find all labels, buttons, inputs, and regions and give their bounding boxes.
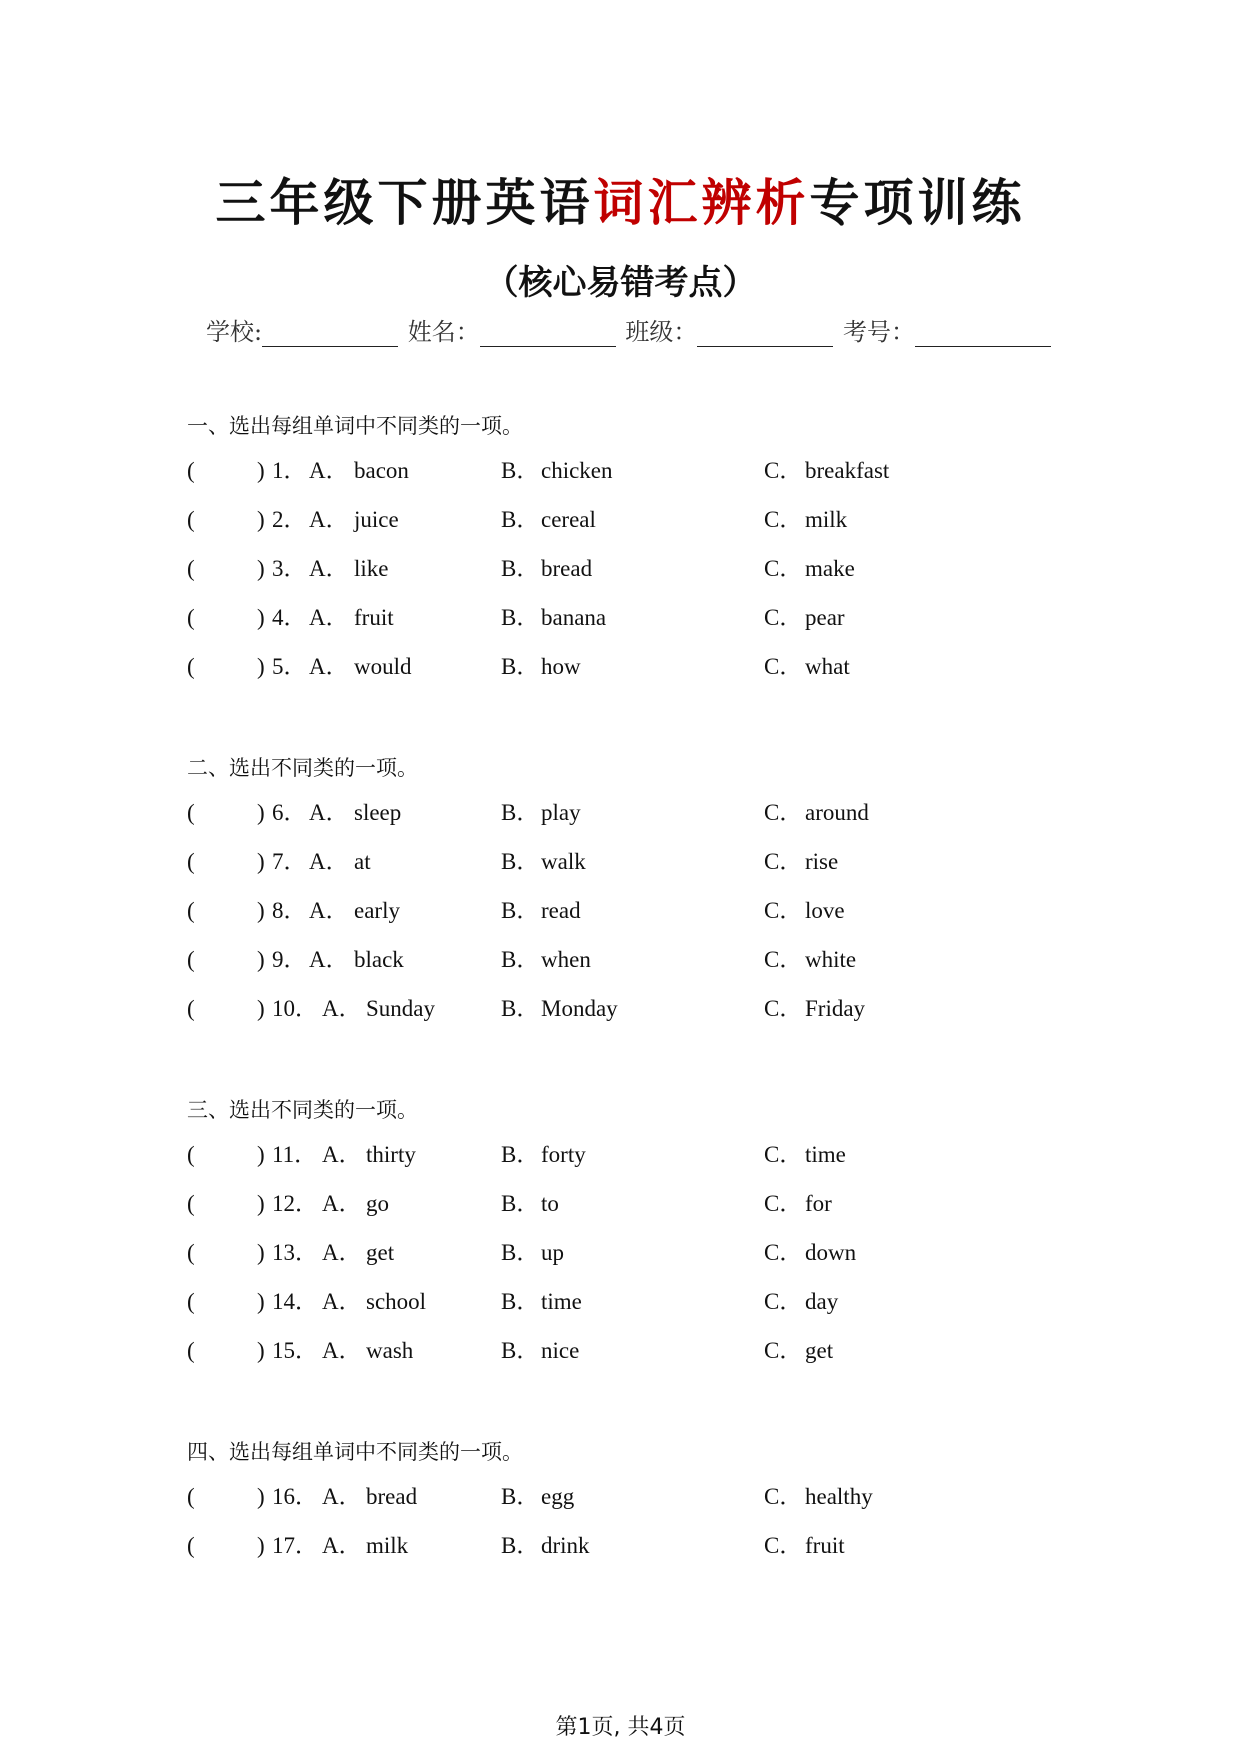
question-number: 10． <box>272 996 318 1021</box>
option-a-text: early <box>354 898 400 923</box>
option-a-text: would <box>354 654 412 679</box>
question-number: 1． <box>272 458 307 483</box>
answer-paren-open[interactable]: ( <box>187 507 195 532</box>
answer-paren-close: ) <box>257 556 265 581</box>
option-c-text: rise <box>805 849 839 874</box>
answer-paren-open[interactable]: ( <box>187 458 195 483</box>
option-c-text: get <box>805 1338 834 1363</box>
answer-paren-open[interactable]: ( <box>187 654 195 679</box>
question-number: 7． <box>272 849 307 874</box>
option-c-label: C． <box>764 947 803 972</box>
option-b-text: time <box>541 1289 582 1314</box>
title-part2: 专项训练 <box>809 174 1026 232</box>
option-a-label: A． <box>309 947 349 972</box>
option-c-label: C． <box>764 654 803 679</box>
title-highlight: 词汇辨析 <box>593 174 810 232</box>
answer-paren-close: ) <box>257 507 265 532</box>
option-c-text: for <box>805 1191 832 1216</box>
option-b-text: banana <box>541 605 607 630</box>
answer-paren-open[interactable]: ( <box>187 996 195 1021</box>
answer-paren-open[interactable]: ( <box>187 1484 195 1509</box>
option-a-text: wash <box>366 1338 414 1363</box>
option-c-text: fruit <box>805 1533 845 1558</box>
option-b-text: egg <box>541 1484 575 1509</box>
option-a-label: A． <box>322 1240 362 1265</box>
option-c-text: love <box>805 898 845 923</box>
option-b-label: B． <box>501 458 540 483</box>
question-number: 4． <box>272 605 307 630</box>
option-b-label: B． <box>501 1338 540 1363</box>
option-a-label: A． <box>309 605 349 630</box>
student-info-row <box>206 312 1046 347</box>
answer-paren-close: ) <box>257 1142 265 1167</box>
question-row <box>187 1472 1087 1521</box>
option-c-text: day <box>805 1289 839 1314</box>
option-a-text: school <box>366 1289 427 1314</box>
option-b-label: B． <box>501 507 540 532</box>
option-b-text: up <box>541 1240 564 1265</box>
section-title: 二、选出不同类的一项。 <box>187 756 418 780</box>
option-c-text: Friday <box>805 996 866 1021</box>
question-number: 11． <box>272 1142 318 1167</box>
option-c-text: what <box>805 654 850 679</box>
option-a-text: at <box>354 849 371 874</box>
option-a-label: A． <box>309 458 349 483</box>
option-c-label: C． <box>764 996 803 1021</box>
answer-paren-open[interactable]: ( <box>187 605 195 630</box>
option-b-text: how <box>541 654 581 679</box>
option-a-text: black <box>354 947 404 972</box>
answer-paren-close: ) <box>257 458 265 483</box>
option-c-text: down <box>805 1240 857 1265</box>
question-number: 15． <box>272 1338 318 1363</box>
option-c-label: C． <box>764 458 803 483</box>
class-field[interactable] <box>697 324 833 347</box>
question-row <box>187 837 1087 886</box>
answer-paren-close: ) <box>257 1240 265 1265</box>
option-c-text: milk <box>805 507 848 532</box>
answer-paren-open[interactable]: ( <box>187 1289 195 1314</box>
option-a-text: like <box>354 556 389 581</box>
answer-paren-close: ) <box>257 800 265 825</box>
option-c-label: C． <box>764 556 803 581</box>
option-a-label: A． <box>322 1142 362 1167</box>
option-c-label: C． <box>764 1240 803 1265</box>
option-b-text: walk <box>541 849 586 874</box>
option-b-label: B． <box>501 605 540 630</box>
page-footer: 第1页, 共4页 <box>555 1715 686 1740</box>
option-b-label: B． <box>501 1484 540 1509</box>
question-number: 16． <box>272 1484 318 1509</box>
option-a-label: A． <box>309 898 349 923</box>
option-b-label: B． <box>501 947 540 972</box>
exam-number-label: 考号： <box>843 318 916 346</box>
option-c-label: C． <box>764 1533 803 1558</box>
option-a-label: A． <box>322 1289 362 1314</box>
option-c-text: pear <box>805 605 845 630</box>
option-c-text: healthy <box>805 1484 873 1509</box>
answer-paren-open[interactable]: ( <box>187 849 195 874</box>
option-a-label: A． <box>309 507 349 532</box>
option-c-label: C． <box>764 800 803 825</box>
section-title: 三、选出不同类的一项。 <box>187 1098 418 1122</box>
option-c-label: C． <box>764 1484 803 1509</box>
option-b-text: forty <box>541 1142 586 1167</box>
question-section <box>187 1090 1087 1375</box>
option-b-text: Monday <box>541 996 618 1021</box>
page-title <box>0 163 1241 235</box>
school-label: 学校: <box>206 318 263 346</box>
answer-paren-open[interactable]: ( <box>187 1191 195 1216</box>
option-b-text: to <box>541 1191 559 1216</box>
option-b-text: bread <box>541 556 593 581</box>
question-section <box>187 748 1087 1033</box>
option-c-text: time <box>805 1142 846 1167</box>
option-a-label: A． <box>309 800 349 825</box>
name-field[interactable] <box>480 324 616 347</box>
answer-paren-close: ) <box>257 1289 265 1314</box>
question-number: 5． <box>272 654 307 679</box>
option-b-label: B． <box>501 1533 540 1558</box>
option-a-label: A． <box>322 1191 362 1216</box>
option-a-label: A． <box>309 556 349 581</box>
option-b-text: play <box>541 800 581 825</box>
option-c-label: C． <box>764 898 803 923</box>
option-a-text: sleep <box>354 800 402 825</box>
option-a-label: A． <box>322 1533 362 1558</box>
option-b-label: B． <box>501 1240 540 1265</box>
option-b-text: cereal <box>541 507 596 532</box>
option-a-text: go <box>366 1191 389 1216</box>
question-row <box>187 544 1087 593</box>
option-a-text: fruit <box>354 605 394 630</box>
option-a-label: A． <box>309 654 349 679</box>
option-a-text: thirty <box>366 1142 416 1167</box>
option-b-text: chicken <box>541 458 613 483</box>
class-label: 班级： <box>625 318 698 346</box>
option-c-text: breakfast <box>805 458 890 483</box>
exam-number-field[interactable] <box>915 324 1051 347</box>
option-a-text: bacon <box>354 458 409 483</box>
option-b-text: read <box>541 898 581 923</box>
answer-paren-close: ) <box>257 849 265 874</box>
option-a-label: A． <box>322 996 362 1021</box>
option-a-text: get <box>366 1240 395 1265</box>
question-number: 12． <box>272 1191 318 1216</box>
question-row <box>187 984 1087 1033</box>
question-number: 3． <box>272 556 307 581</box>
option-c-label: C． <box>764 1289 803 1314</box>
section-title: 一、选出每组单词中不同类的一项。 <box>187 414 523 438</box>
answer-paren-close: ) <box>257 1191 265 1216</box>
answer-paren-close: ) <box>257 1338 265 1363</box>
answer-paren-open[interactable]: ( <box>187 1338 195 1363</box>
option-b-text: when <box>541 947 591 972</box>
option-c-label: C． <box>764 1191 803 1216</box>
option-b-label: B． <box>501 996 540 1021</box>
question-row <box>187 1326 1087 1375</box>
question-section <box>187 1432 1087 1570</box>
name-label: 姓名： <box>407 318 480 346</box>
option-c-label: C． <box>764 1338 803 1363</box>
option-b-label: B． <box>501 1191 540 1216</box>
option-b-label: B． <box>501 849 540 874</box>
question-row <box>187 1228 1087 1277</box>
answer-paren-close: ) <box>257 947 265 972</box>
title-part1: 三年级下册英语 <box>215 174 594 232</box>
option-c-text: around <box>805 800 869 825</box>
answer-paren-close: ) <box>257 605 265 630</box>
option-a-text: milk <box>366 1533 409 1558</box>
question-row <box>187 1179 1087 1228</box>
answer-paren-close: ) <box>257 996 265 1021</box>
option-a-label: A． <box>322 1484 362 1509</box>
school-field[interactable] <box>262 324 398 347</box>
option-c-text: white <box>805 947 857 972</box>
question-number: 17． <box>272 1533 318 1558</box>
question-row <box>187 642 1087 691</box>
question-number: 9． <box>272 947 307 972</box>
answer-paren-open[interactable]: ( <box>187 898 195 923</box>
option-b-label: B． <box>501 556 540 581</box>
question-row <box>187 446 1087 495</box>
option-c-label: C． <box>764 1142 803 1167</box>
question-row <box>187 593 1087 642</box>
section-title: 四、选出每组单词中不同类的一项。 <box>187 1440 523 1464</box>
answer-paren-open[interactable]: ( <box>187 1533 195 1558</box>
answer-paren-open[interactable]: ( <box>187 556 195 581</box>
question-number: 13． <box>272 1240 318 1265</box>
option-b-text: nice <box>541 1338 580 1363</box>
question-row <box>187 788 1087 837</box>
question-section <box>187 406 1087 691</box>
answer-paren-close: ) <box>257 1533 265 1558</box>
question-row <box>187 1521 1087 1570</box>
option-b-text: drink <box>541 1533 590 1558</box>
option-a-label: A． <box>322 1338 362 1363</box>
option-c-label: C． <box>764 507 803 532</box>
answer-paren-close: ) <box>257 1484 265 1509</box>
question-number: 2． <box>272 507 307 532</box>
question-row <box>187 1277 1087 1326</box>
question-row <box>187 1130 1087 1179</box>
option-b-label: B． <box>501 1289 540 1314</box>
answer-paren-open[interactable]: ( <box>187 1142 195 1167</box>
option-a-text: juice <box>354 507 399 532</box>
answer-paren-open[interactable]: ( <box>187 800 195 825</box>
question-row <box>187 935 1087 984</box>
question-number: 6． <box>272 800 307 825</box>
option-a-text: Sunday <box>366 996 435 1021</box>
answer-paren-open[interactable]: ( <box>187 947 195 972</box>
option-c-label: C． <box>764 849 803 874</box>
answer-paren-close: ) <box>257 654 265 679</box>
question-number: 14． <box>272 1289 318 1314</box>
option-b-label: B． <box>501 1142 540 1167</box>
answer-paren-close: ) <box>257 898 265 923</box>
option-b-label: B． <box>501 654 540 679</box>
page-subtitle: （核心易错考点） <box>484 263 757 303</box>
option-a-label: A． <box>309 849 349 874</box>
answer-paren-open[interactable]: ( <box>187 1240 195 1265</box>
option-a-text: bread <box>366 1484 418 1509</box>
question-number: 8． <box>272 898 307 923</box>
question-row <box>187 886 1087 935</box>
question-row <box>187 495 1087 544</box>
option-b-label: B． <box>501 898 540 923</box>
option-c-label: C． <box>764 605 803 630</box>
option-b-label: B． <box>501 800 540 825</box>
option-c-text: make <box>805 556 855 581</box>
